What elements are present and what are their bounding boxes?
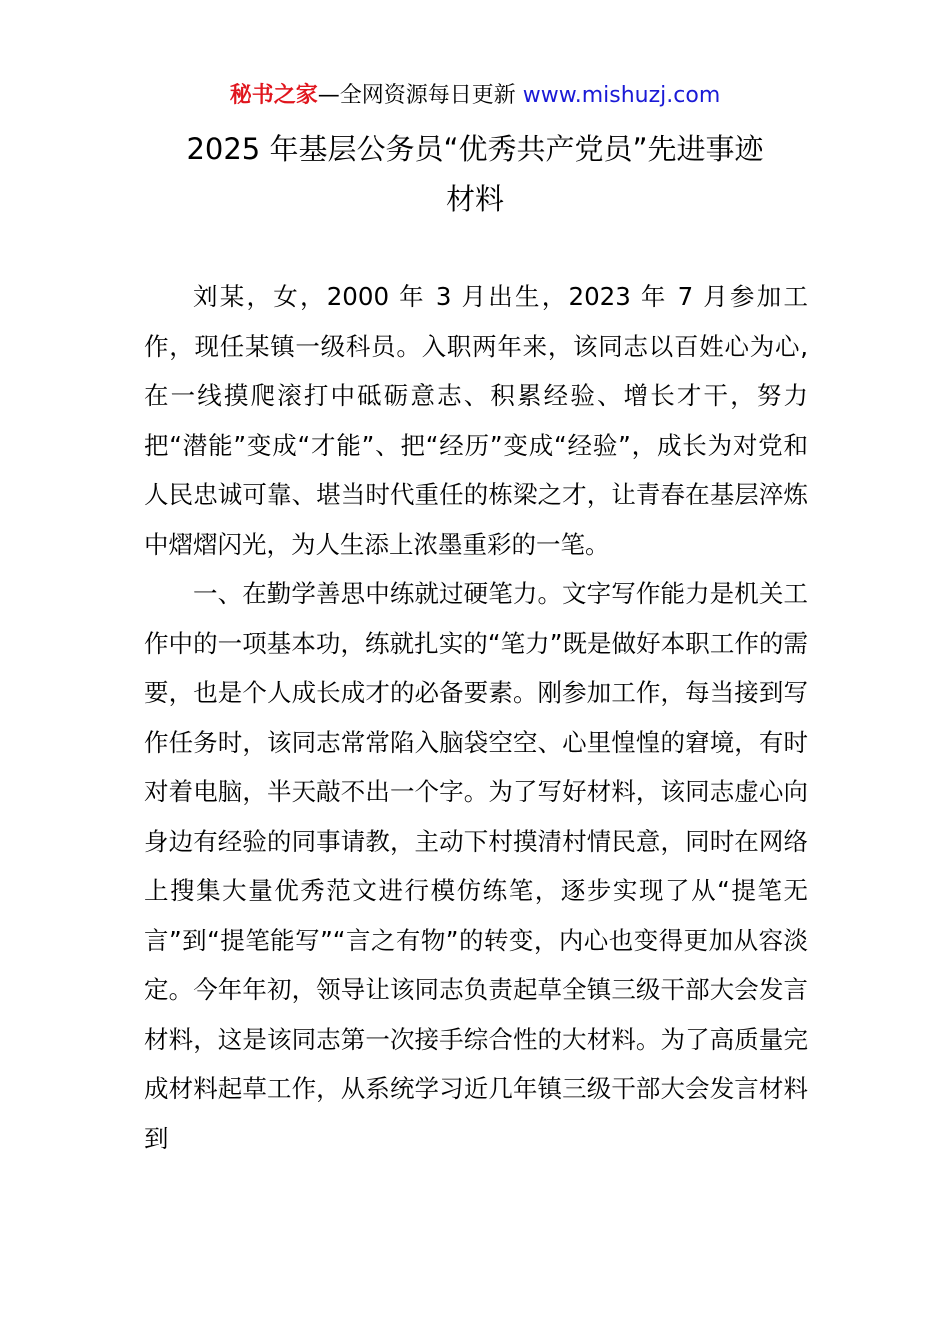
site-url-link[interactable]: www.mishuzj.com: [522, 83, 721, 108]
document-body: [144, 272, 808, 1163]
brand-name: 秘书之家: [229, 83, 318, 108]
paragraph-section-1: 一、在勤学善思中练就过硬笔力。文字写作能力是机关工作中的一项基本功，练就扎实的“笔力”既是做好本职工作的需要，也是个人成长成才的必备要素。刚参加工作，每当接到写作任务时，该同志常常陷入脑袋空空、心里惶惶的窘境，有时对着电脑，半天敲不出一个字。为了写好材料，该同志虚心向身边有经验的同事请教，主动下村摸清村情民意，同时在网络上搜集大量优秀范文进行模仿练笔，逐步实现了从“提笔无言”到“提笔能写”“言之有物”的转变，内心也变得更加从容淡定。今年年初，领导让该同志负责起草全镇三级干部大会发言材料，这是该同志第一次接手综合性的大材料。为了高质量完成材料起草工作，从系统学习近几年镇三级干部大会发言材料到: [144, 579, 808, 1153]
header-tagline: —全网资源每日更新: [317, 83, 523, 108]
document-title: [140, 124, 810, 224]
paragraph-intro: 刘某，女，2000 年 3 月出生，2023 年 7 月参加工作，现任某镇一级科员。入职两年来，该同志以百姓心为心,在一线摸爬滚打中砥砺意志、积累经验、增长才干，努力把“潜能”变成“才能”、把“经历”变成“经验”，成长为对党和人民忠诚可靠、堪当时代重任的栋梁之才，让青春在基层淬炼中熠熠闪光，为人生添上浓墨重彩的一笔。: [144, 282, 808, 559]
title-line-2: 材料: [445, 182, 504, 216]
site-header: [0, 80, 950, 112]
title-line-1: 2025 年基层公务员“优秀共产党员”先进事迹: [186, 132, 764, 166]
